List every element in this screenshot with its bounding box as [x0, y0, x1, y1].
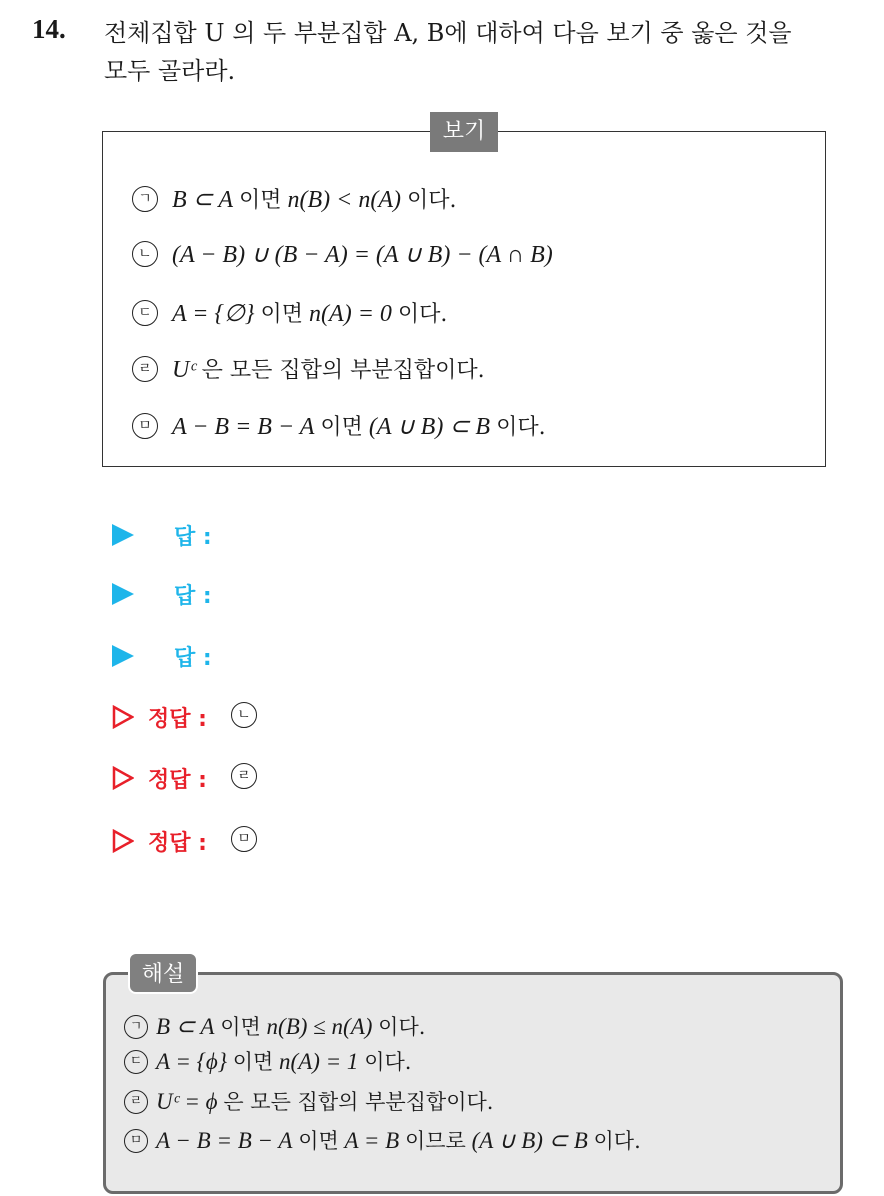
text-part: 이다. [397, 302, 448, 327]
answer-label: 답 : [174, 524, 212, 550]
explanation-title: 해설 [128, 952, 198, 994]
explanation-item-3 [124, 1086, 493, 1116]
correct-marker: ㄹ [231, 763, 257, 789]
play-outline-icon [112, 829, 134, 853]
marker-giyeok: ㄱ [132, 186, 158, 212]
text-part: 이면 [260, 302, 304, 327]
math-part: A − B = B − A [156, 1128, 293, 1153]
math-part: B ⊂ A [172, 187, 233, 213]
math-part: A = {∅} [172, 301, 255, 327]
math-part: n(A) = 1 [279, 1049, 359, 1074]
marker-nieun: ㄴ [132, 241, 158, 267]
bogi-title: 보기 [430, 112, 498, 152]
bogi-item-5 [132, 410, 546, 441]
text-part: 이면 [232, 1050, 274, 1074]
text-part: 은 모든 집합의 부분집합이다. [223, 1090, 494, 1114]
text-part: 이다. [496, 415, 546, 440]
marker-rieul: ㄹ [132, 356, 158, 382]
answer-label: 답 : [174, 583, 212, 609]
text-part: 이면 [220, 1015, 261, 1039]
math-part: A = {ϕ} [156, 1049, 227, 1074]
question-text [104, 14, 874, 90]
math-part: A = B [344, 1128, 400, 1153]
text-part: 이면 [239, 188, 282, 213]
correct-answer-row [112, 821, 257, 861]
play-outline-icon [112, 705, 134, 729]
bogi-item-3 [132, 297, 447, 328]
play-icon [112, 524, 134, 546]
bogi-item-2 [132, 240, 553, 269]
correct-answer-row [112, 697, 257, 737]
play-icon [112, 583, 134, 605]
text-part: 이다. [593, 1129, 641, 1153]
text-part: 이다. [378, 1015, 426, 1039]
marker-rieul: ㄹ [124, 1090, 148, 1114]
play-outline-icon [112, 766, 134, 790]
marker-mieum: ㅁ [132, 413, 158, 439]
explanation-box [103, 972, 843, 1194]
text-part: 이면 [298, 1129, 339, 1153]
answer-blank-row [112, 574, 212, 614]
text-part: 이다. [364, 1050, 412, 1074]
math-part: n(A) = 0 [309, 301, 392, 327]
play-icon [112, 645, 134, 667]
question-line-1: 전체집합 U 의 두 부분집합 A, B에 대하여 다음 보기 중 옳은 것을 [104, 19, 792, 47]
math-part: B ⊂ A [156, 1014, 215, 1039]
answer-blank-row [112, 636, 212, 676]
math-part: n(B) < n(A) [287, 187, 401, 213]
correct-label: 정답 : [148, 830, 207, 856]
marker-digeut: ㄷ [124, 1050, 148, 1074]
correct-marker: ㄴ [231, 702, 257, 728]
question-number: 14. [32, 14, 66, 44]
math-part: Uᶜ [172, 357, 196, 383]
question-line-2: 모두 골라라. [104, 57, 236, 85]
explanation-item-1 [124, 1011, 425, 1041]
correct-label: 정답 : [148, 706, 207, 732]
math-part: Uᶜ = ϕ [156, 1089, 218, 1114]
text-part: 은 모든 집합의 부분집합이다. [201, 358, 485, 383]
text-part: 이므로 [404, 1129, 466, 1153]
correct-label: 정답 : [148, 767, 207, 793]
math-part: n(B) ≤ n(A) [266, 1014, 373, 1039]
marker-giyeok: ㄱ [124, 1015, 148, 1039]
math-part: A − B = B − A [172, 414, 315, 440]
math-part: (A ∪ B) ⊂ B [368, 414, 491, 440]
marker-mieum: ㅁ [124, 1129, 148, 1153]
correct-marker: ㅁ [231, 826, 257, 852]
math-part: (A − B) ∪ (B − A) = (A ∪ B) − (A ∩ B) [172, 242, 553, 268]
explanation-item-2 [124, 1046, 411, 1076]
bogi-item-4 [132, 353, 485, 384]
bogi-item-1 [132, 183, 457, 214]
explanation-item-4 [124, 1125, 641, 1155]
correct-answer-row [112, 758, 257, 798]
text-part: 이다. [407, 188, 457, 213]
answer-blank-row [112, 515, 212, 555]
math-part: (A ∪ B) ⊂ B [471, 1128, 588, 1153]
marker-digeut: ㄷ [132, 300, 158, 326]
text-part: 이면 [320, 415, 363, 440]
answer-label: 답 : [174, 645, 212, 671]
